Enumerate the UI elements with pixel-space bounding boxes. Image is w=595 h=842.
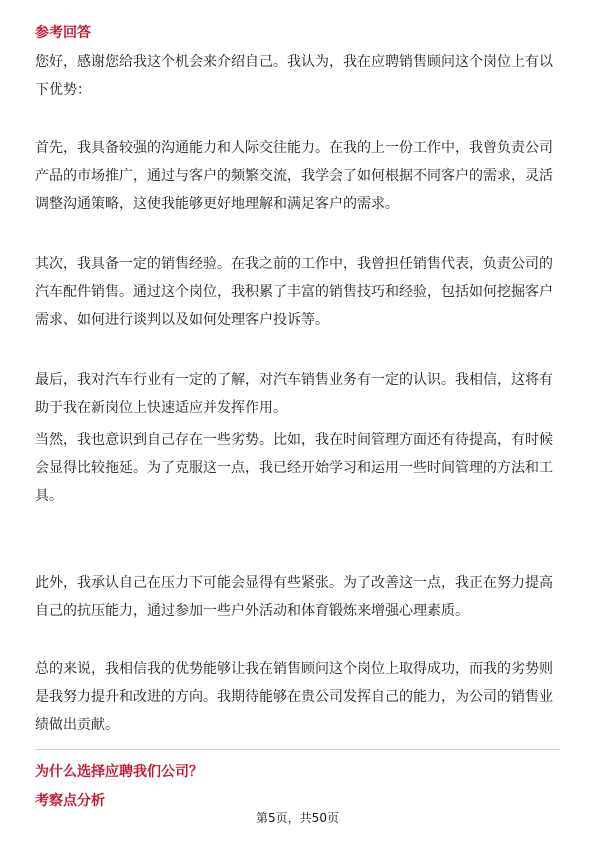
answer-paragraph-last: 最后，我对汽车行业有一定的了解，对汽车销售业务有一定的认识。我相信，这将有助于我在新岗位上快速适应并发挥作用。 [35, 372, 553, 416]
question-heading: 为什么选择应聘我们公司？ [35, 764, 203, 780]
answer-paragraph-second: 其次，我具备一定的销售经验。在我之前的工作中，我曾担任销售代表，负责公司的汽车配件销售。通过这个岗位，我积累了丰富的销售技巧和经验，包括如何挖掘客户需求、如何进行谈判以及如何处理客户投诉等。 [35, 256, 553, 328]
answer-paragraph-summary: 总的来说，我相信我的优势能够让我在销售顾问这个岗位上取得成功，而我的劣势则是我努力提升和改进的方向。我期待能够在贵公司发挥自己的能力，为公司的销售业绩做出贡献。 [35, 661, 553, 733]
page-number: 第5页，共50页 [256, 811, 339, 825]
analysis-heading: 考察点分析 [35, 793, 105, 809]
answer-heading: 参考回答 [35, 25, 91, 41]
section-divider [35, 749, 560, 750]
answer-paragraph-pressure: 此外，我承认自己在压力下可能会显得有些紧张。为了改善这一点，我正在努力提高自己的抗压能力，通过参加一些户外活动和体育锻炼来增强心理素质。 [35, 575, 553, 619]
answer-paragraph-weakness: 当然，我也意识到自己存在一些劣势。比如，我在时间管理方面还有待提高，有时候会显得比较拖延。为了克服这一点，我已经开始学习和运用一些时间管理的方法和工具。 [35, 432, 553, 504]
answer-paragraph-intro: 您好，感谢您给我这个机会来介绍自己。我认为，我在应聘销售顾问这个岗位上有以下优势： [35, 54, 553, 98]
answer-paragraph-first: 首先，我具备较强的沟通能力和人际交往能力。在我的上一份工作中，我曾负责公司产品的市场推广，通过与客户的频繁交流，我学会了如何根据不同客户的需求，灵活调整沟通策略，这使我能够更好地理解和满足客户的需求。 [35, 140, 553, 212]
